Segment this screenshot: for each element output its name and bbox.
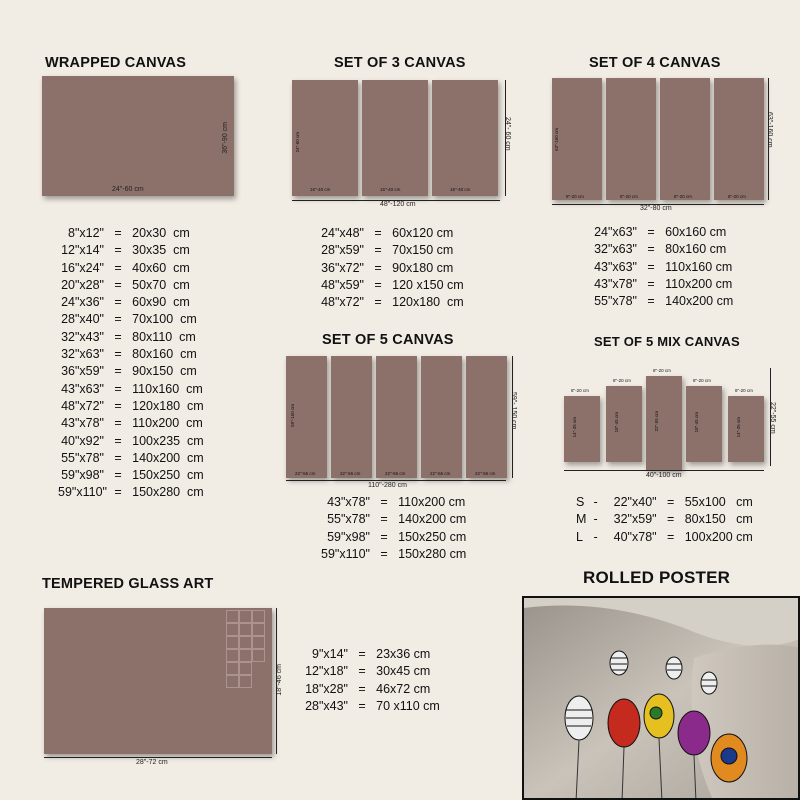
poster-title: ROLLED POSTER bbox=[583, 568, 731, 587]
set4-panel-width-label: 8"-20 cm bbox=[620, 194, 638, 199]
set3-panel-width-label: 16"-40 cm bbox=[380, 187, 401, 192]
size-cm: 40x60 cm bbox=[132, 260, 190, 275]
size-inch: 36"x72" bbox=[321, 260, 364, 275]
wrapped-canvas-preview bbox=[42, 76, 234, 196]
set5-width-line bbox=[286, 480, 506, 481]
size-cm: 20x30 cm bbox=[132, 226, 190, 240]
size-row bbox=[318, 260, 464, 277]
size-inch: 32"x43" bbox=[61, 329, 104, 344]
mix5-panel-width-label: 8"-20 cm bbox=[693, 378, 711, 383]
set3-panel-width-label: 16"-40 cm bbox=[450, 187, 471, 192]
set5-panel-width-label: 22"-56 cm bbox=[295, 471, 316, 476]
size-row bbox=[58, 484, 204, 501]
size-row bbox=[58, 346, 204, 363]
set3-panel bbox=[362, 80, 428, 196]
size-equals: = bbox=[370, 512, 399, 527]
size-inch: 55"x78" bbox=[327, 512, 370, 527]
size-row bbox=[318, 242, 464, 259]
size-row bbox=[58, 433, 204, 450]
mix5-panel-height-label: 22"-55 cm bbox=[654, 411, 659, 432]
size-cm: 150x280 cm bbox=[132, 485, 204, 500]
size-equals: = bbox=[104, 277, 133, 292]
size-row bbox=[58, 242, 204, 259]
glass-reflection-tile bbox=[226, 662, 239, 675]
size-row bbox=[316, 494, 466, 511]
size-row bbox=[316, 511, 466, 528]
size-cm: 140x200 cm bbox=[665, 294, 734, 309]
size-cm: 140x200 cm bbox=[398, 512, 467, 527]
size-cm: 150x280 cm bbox=[398, 546, 467, 561]
mix5-panel-height-label: 14"-35 cm bbox=[736, 417, 741, 438]
size-cm: 100x200 cm bbox=[684, 529, 753, 544]
size-row bbox=[576, 511, 753, 528]
poster-illustration bbox=[524, 598, 800, 800]
mix5-panel bbox=[686, 386, 722, 462]
size-row bbox=[302, 698, 440, 715]
mix5-panel-height-label: 18"-45 cm bbox=[614, 412, 619, 433]
mix5-panel-height-label: 18"-45 cm bbox=[694, 412, 699, 433]
size-inch: 28"x59" bbox=[321, 243, 364, 258]
glass-reflection-tile bbox=[239, 662, 252, 675]
set4-panel bbox=[660, 78, 710, 200]
size-inch: 43"x63" bbox=[61, 381, 104, 396]
size-inch: 9"x14" bbox=[312, 647, 348, 661]
size-equals: = bbox=[104, 226, 133, 240]
size-equals: = bbox=[637, 276, 666, 291]
size-cm: 140x200 cm bbox=[132, 450, 204, 465]
glass-reflection-tile bbox=[239, 649, 252, 662]
size-row bbox=[591, 224, 733, 241]
glass-reflection-tile bbox=[239, 675, 252, 688]
size-row bbox=[591, 293, 733, 310]
size-row bbox=[58, 311, 204, 328]
size-equals: = bbox=[104, 381, 133, 396]
set4-panel-height-label: 63"-160 cm bbox=[554, 128, 559, 151]
size-equals: = bbox=[104, 329, 133, 344]
size-row bbox=[58, 450, 204, 467]
size-cm: 110x200 cm bbox=[132, 416, 203, 431]
glass-reflection-tile bbox=[252, 649, 265, 662]
size-row bbox=[576, 494, 753, 511]
size-cm: 70 x110 cm bbox=[376, 698, 440, 713]
set5-panel bbox=[331, 356, 372, 478]
glass-reflection-tile bbox=[252, 636, 265, 649]
size-inch: 32"x63" bbox=[594, 242, 637, 257]
wrapped-width-label: 24"-60 cm bbox=[112, 186, 144, 193]
glass-reflection-tile bbox=[239, 623, 252, 636]
set5-title: SET OF 5 CANVAS bbox=[322, 332, 454, 348]
mix5-panel-width-label: 8"-20 cm bbox=[613, 378, 631, 383]
size-inch: 43"x78" bbox=[594, 276, 637, 291]
size-cm: 80x150 cm bbox=[684, 512, 753, 527]
size-cm: 70x100 cm bbox=[132, 312, 197, 327]
set5-panel bbox=[376, 356, 417, 478]
size-equals: = bbox=[364, 295, 393, 310]
size-equals: = bbox=[370, 529, 399, 544]
set4-panel bbox=[606, 78, 656, 200]
wrapped-size-list bbox=[58, 225, 204, 502]
size-cm: 90x180 cm bbox=[392, 260, 454, 275]
size-row bbox=[58, 260, 204, 277]
glass-reflection-tile bbox=[252, 610, 265, 623]
set4-panel-width-label: 8"-20 cm bbox=[566, 194, 584, 199]
size-row bbox=[302, 681, 440, 698]
size-cm: 110x200 cm bbox=[665, 276, 733, 291]
size-inch: 48"x72" bbox=[321, 295, 364, 310]
size-row bbox=[318, 225, 464, 242]
size-row bbox=[58, 329, 204, 346]
size-cm: 110x160 cm bbox=[132, 381, 203, 396]
glass-preview bbox=[44, 608, 272, 754]
set3-panel-height-label: 24"-60 cm bbox=[295, 132, 300, 153]
size-row bbox=[302, 663, 440, 680]
set5-panel-height-label: 59"-150 cm bbox=[290, 404, 295, 427]
size-inch: 36"x59" bbox=[61, 364, 104, 379]
size-equals: = bbox=[348, 698, 377, 713]
mix5-width-line bbox=[564, 470, 764, 471]
size-row bbox=[318, 277, 464, 294]
size-inch: 40"x92" bbox=[61, 433, 104, 448]
mix5-height-label: 22"-55 cm bbox=[769, 402, 776, 434]
size-row bbox=[58, 467, 204, 484]
size-row bbox=[58, 381, 204, 398]
set5-panel bbox=[421, 356, 462, 478]
size-equals: = bbox=[104, 398, 133, 413]
size-inch: 24"x63" bbox=[594, 225, 637, 239]
size-cm: 90x150 cm bbox=[132, 364, 197, 379]
mix5-panel bbox=[564, 396, 600, 462]
size-inch: 24"x36" bbox=[61, 295, 104, 310]
size-row bbox=[58, 363, 204, 380]
set4-panel bbox=[552, 78, 602, 200]
size-inch: 59"x110" bbox=[58, 485, 107, 500]
set3-panel-width-label: 16"-40 cm bbox=[310, 187, 331, 192]
set3-size-list bbox=[318, 225, 464, 311]
set5-panel bbox=[466, 356, 507, 478]
mix5-size-list bbox=[576, 494, 753, 546]
glass-width-label: 28"-72 cm bbox=[136, 759, 168, 766]
size-equals: = bbox=[104, 243, 133, 258]
mix5-width-label: 40"-100 cm bbox=[646, 472, 682, 479]
size-inch: 32"x63" bbox=[61, 347, 104, 362]
mix5-panel-width-label: 8"-20 cm bbox=[571, 388, 589, 393]
size-inch: 43"x63" bbox=[594, 259, 637, 274]
mix5-panel-width-label: 8"-20 cm bbox=[653, 368, 671, 373]
size-equals: = bbox=[104, 485, 133, 500]
set5-panel-width-label: 22"-56 cm bbox=[385, 471, 406, 476]
glass-reflection-tile bbox=[226, 636, 239, 649]
size-dash: - bbox=[590, 529, 605, 544]
size-inch: 20"x28" bbox=[61, 277, 104, 292]
size-cm: 46x72 cm bbox=[376, 681, 431, 696]
size-equals: = bbox=[637, 225, 666, 239]
size-inch: 8"x12" bbox=[68, 226, 104, 240]
size-cm: 80x160 cm bbox=[132, 347, 197, 362]
size-cm: 50x70 cm bbox=[132, 277, 190, 292]
size-equals: = bbox=[348, 681, 377, 696]
set4-panel bbox=[714, 78, 764, 200]
size-inch: 59"x98" bbox=[327, 529, 370, 544]
size-cm: 60x120 cm bbox=[392, 226, 454, 240]
size-cm: 30x35 cm bbox=[132, 243, 190, 258]
mix5-panel bbox=[728, 396, 764, 462]
size-row bbox=[576, 529, 753, 546]
size-row bbox=[316, 529, 466, 546]
size-equals: = bbox=[104, 450, 133, 465]
size-row bbox=[591, 241, 733, 258]
size-cm: 55x100 cm bbox=[684, 495, 753, 509]
size-inch: 55"x78" bbox=[61, 450, 104, 465]
size-equals: = bbox=[364, 277, 393, 292]
size-row bbox=[591, 276, 733, 293]
set3-title: SET OF 3 CANVAS bbox=[334, 55, 466, 71]
glass-reflection-tile bbox=[239, 610, 252, 623]
glass-title: TEMPERED GLASS ART bbox=[42, 576, 214, 592]
size-row bbox=[58, 294, 204, 311]
size-code: S bbox=[576, 495, 585, 509]
size-equals: = bbox=[370, 546, 399, 561]
size-inch: 16"x24" bbox=[61, 260, 104, 275]
size-equals: = bbox=[364, 243, 393, 258]
wrapped-canvas-title: WRAPPED CANVAS bbox=[45, 55, 187, 71]
size-equals: = bbox=[370, 495, 399, 509]
size-cm: 150x250 cm bbox=[398, 529, 467, 544]
size-inch: 59"x110" bbox=[321, 546, 370, 561]
size-inch: 18"x28" bbox=[305, 681, 348, 696]
size-equals: = bbox=[637, 294, 666, 309]
size-equals: = bbox=[104, 347, 133, 362]
glass-reflection-tile bbox=[239, 636, 252, 649]
size-equals: = bbox=[104, 295, 133, 310]
size-equals: = bbox=[104, 433, 133, 448]
size-cm: 120x180 cm bbox=[132, 398, 204, 413]
size-equals: = bbox=[364, 226, 393, 240]
mix5-panel bbox=[606, 386, 642, 462]
mix5-panel bbox=[646, 376, 682, 470]
set5-width-label: 110"-280 cm bbox=[368, 482, 407, 489]
size-equals: = bbox=[348, 647, 377, 661]
set5-height-label: 59"- 150 cm bbox=[510, 392, 517, 430]
size-cm: 120 x150 cm bbox=[392, 277, 464, 292]
set4-panel-width-label: 8"-20 cm bbox=[728, 194, 746, 199]
size-equals: = bbox=[656, 495, 685, 509]
size-equals: = bbox=[656, 512, 685, 527]
size-equals: = bbox=[637, 259, 666, 274]
size-inch: 32"x59" bbox=[613, 512, 657, 527]
size-cm: 30x45 cm bbox=[376, 664, 431, 679]
size-equals: = bbox=[104, 416, 133, 431]
set5-size-list bbox=[316, 494, 466, 563]
size-cm: 120x180 cm bbox=[392, 295, 464, 310]
size-inch: 55"x78" bbox=[594, 294, 637, 309]
size-inch: 28"x43" bbox=[305, 698, 348, 713]
size-inch: 43"x78" bbox=[327, 495, 370, 509]
mix5-panel-width-label: 8"-20 cm bbox=[735, 388, 753, 393]
set3-height-label: 24"- 60 cm bbox=[504, 117, 511, 151]
mix5-title: SET OF 5 MIX CANVAS bbox=[594, 334, 740, 349]
set3-panel bbox=[432, 80, 498, 196]
size-cm: 150x250 cm bbox=[132, 468, 204, 483]
size-row bbox=[58, 415, 204, 432]
glass-width-line bbox=[44, 757, 272, 758]
size-equals: = bbox=[104, 260, 133, 275]
size-cm: 100x235 cm bbox=[132, 433, 204, 448]
size-dash: - bbox=[590, 512, 605, 527]
size-cm: 80x160 cm bbox=[665, 242, 727, 257]
set4-height-label: 63"-160 cm bbox=[766, 112, 773, 148]
set5-panel-width-label: 22"-56 cm bbox=[430, 471, 451, 476]
size-inch: 40"x78" bbox=[613, 529, 657, 544]
size-code: M bbox=[576, 512, 587, 527]
size-cm: 80x110 cm bbox=[132, 329, 196, 344]
size-inch: 28"x40" bbox=[61, 312, 104, 327]
glass-reflection-tile bbox=[226, 649, 239, 662]
size-inch: 48"x59" bbox=[321, 277, 364, 292]
glass-reflection-tile bbox=[226, 675, 239, 688]
size-row bbox=[58, 398, 204, 415]
size-inch: 48"x72" bbox=[61, 398, 104, 413]
size-inch: 24"x48" bbox=[321, 226, 364, 240]
size-cm: 60x160 cm bbox=[665, 225, 727, 239]
size-equals: = bbox=[104, 364, 133, 379]
size-row bbox=[58, 277, 204, 294]
size-row bbox=[58, 225, 204, 242]
set3-panel bbox=[292, 80, 358, 196]
set4-title: SET OF 4 CANVAS bbox=[589, 55, 721, 71]
size-cm: 110x200 cm bbox=[398, 495, 466, 509]
size-equals: = bbox=[104, 468, 133, 483]
size-equals: = bbox=[364, 260, 393, 275]
size-cm: 110x160 cm bbox=[665, 259, 733, 274]
size-equals: = bbox=[656, 529, 685, 544]
size-inch: 12"x14" bbox=[61, 243, 104, 258]
set4-size-list bbox=[591, 224, 733, 310]
size-code: L bbox=[576, 529, 583, 544]
size-cm: 23x36 cm bbox=[376, 647, 431, 661]
size-cm: 60x90 cm bbox=[132, 295, 190, 310]
glass-reflection-tile bbox=[226, 610, 239, 623]
size-inch: 22"x40" bbox=[613, 495, 657, 509]
size-row bbox=[302, 646, 440, 663]
size-inch: 43"x78" bbox=[61, 416, 104, 431]
set4-width-label: 32"-80 cm bbox=[640, 205, 672, 212]
glass-reflection-tile bbox=[252, 623, 265, 636]
size-row bbox=[316, 546, 466, 563]
size-row bbox=[318, 294, 464, 311]
set3-width-label: 48"-120 cm bbox=[380, 201, 416, 208]
set5-panel-width-label: 22"-56 cm bbox=[475, 471, 496, 476]
size-cm: 70x150 cm bbox=[392, 243, 454, 258]
glass-reflection-tile bbox=[226, 623, 239, 636]
size-dash: - bbox=[590, 495, 605, 509]
mix5-panel-height-label: 14"-35 cm bbox=[572, 417, 577, 438]
size-equals: = bbox=[637, 242, 666, 257]
glass-size-list bbox=[302, 646, 440, 715]
wrapped-height-label: 36"-90 cm bbox=[222, 122, 229, 154]
size-equals: = bbox=[104, 312, 133, 327]
size-inch: 59"x98" bbox=[61, 468, 104, 483]
size-row bbox=[591, 259, 733, 276]
size-inch: 12"x18" bbox=[305, 664, 348, 679]
glass-height-label: 18"-46 cm bbox=[276, 664, 283, 696]
size-equals: = bbox=[348, 664, 377, 679]
rolled-poster-image bbox=[522, 596, 800, 800]
set5-panel-width-label: 22"-56 cm bbox=[340, 471, 361, 476]
set4-panel-width-label: 8"-20 cm bbox=[674, 194, 692, 199]
